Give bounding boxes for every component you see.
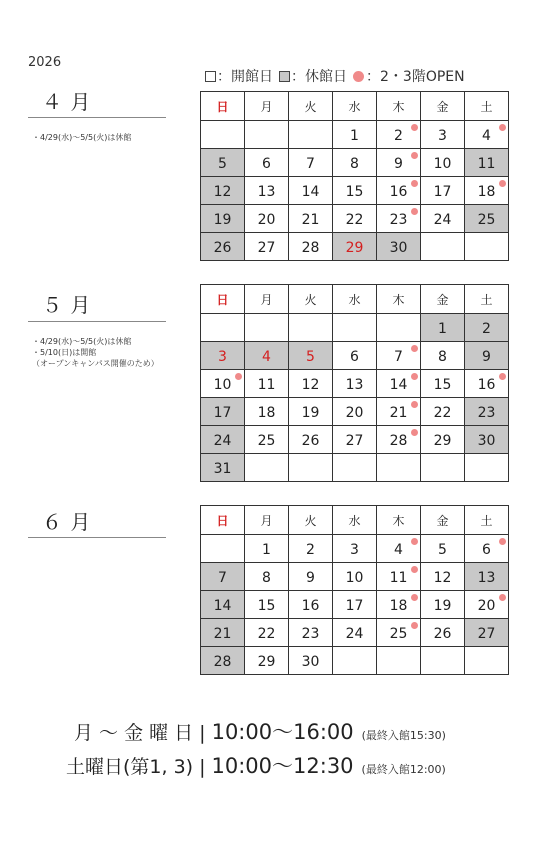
day-number: 9 (394, 155, 403, 172)
day-number: 10 (345, 569, 364, 586)
floor-open-dot-icon (411, 401, 418, 408)
week-row (201, 205, 509, 233)
weekday-header: 月 (245, 506, 289, 535)
day-cell (245, 647, 289, 675)
day-cell (201, 591, 245, 619)
day-number: 7 (306, 155, 315, 172)
day-number: 23 (477, 404, 496, 421)
week-row (201, 233, 509, 261)
day-cell (421, 591, 465, 619)
day-cell (421, 177, 465, 205)
day-cell (377, 205, 421, 233)
day-number: 25 (477, 211, 496, 228)
day-cell (421, 454, 465, 482)
day-cell (377, 233, 421, 261)
day-cell (333, 563, 377, 591)
weekday-header: 木 (377, 506, 421, 535)
day-cell (333, 619, 377, 647)
floor-open-dot-icon (353, 71, 364, 82)
day-number: 8 (262, 569, 271, 586)
legend-open-label: ：開館日 (217, 69, 273, 85)
day-cell (333, 149, 377, 177)
legend-closed-label: ：休館日 (291, 69, 347, 85)
weekday-header: 金 (421, 92, 465, 121)
day-number: 3 (438, 127, 447, 144)
day-number: 23 (301, 625, 320, 642)
hours-divider: | (199, 722, 206, 744)
day-cell (333, 591, 377, 619)
day-number: 27 (345, 432, 364, 449)
day-number: 11 (257, 376, 276, 393)
month-divider (28, 117, 166, 118)
week-row (201, 591, 509, 619)
week-row (201, 398, 509, 426)
hours-time: 10:00～12:30 (211, 754, 354, 778)
day-cell (465, 619, 509, 647)
week-row (201, 563, 509, 591)
day-cell (289, 205, 333, 233)
weekday-header: 水 (333, 285, 377, 314)
day-number: 14 (301, 183, 320, 200)
day-number: 5 (306, 348, 315, 365)
day-number: 18 (477, 183, 496, 200)
month-label-april: ４ 月 (42, 90, 92, 114)
day-number: 30 (301, 653, 320, 670)
day-cell (465, 121, 509, 149)
day-number: 22 (345, 211, 364, 228)
day-cell (245, 535, 289, 563)
week-row (201, 647, 509, 675)
day-number: 24 (345, 625, 364, 642)
note-line: ・5/10(日)は開館 (32, 348, 97, 357)
day-cell (377, 149, 421, 177)
day-cell (333, 370, 377, 398)
day-cell (333, 647, 377, 675)
day-cell (201, 149, 245, 177)
day-cell (421, 205, 465, 233)
day-cell (245, 398, 289, 426)
calendar-april (200, 91, 509, 261)
day-number: 3 (350, 541, 359, 558)
day-cell (289, 591, 333, 619)
week-row (201, 177, 509, 205)
day-number: 29 (433, 432, 452, 449)
day-number: 8 (438, 348, 447, 365)
day-number: 19 (301, 404, 320, 421)
hours-label: 土曜日(第1, 3) (66, 756, 194, 778)
hours-label: 月 ～ 金 曜 日 (74, 722, 194, 744)
month-label-may: ５ 月 (42, 293, 92, 317)
day-number: 16 (477, 376, 496, 393)
day-cell (333, 233, 377, 261)
day-number: 17 (433, 183, 452, 200)
day-cell (465, 454, 509, 482)
day-number: 21 (213, 625, 232, 642)
day-number: 29 (345, 239, 364, 256)
day-number: 19 (213, 211, 232, 228)
weekday-header-row (201, 92, 509, 121)
day-cell (333, 426, 377, 454)
day-cell (465, 591, 509, 619)
week-row (201, 619, 509, 647)
day-cell (465, 370, 509, 398)
week-row (201, 454, 509, 482)
weekday-header-row (201, 506, 509, 535)
day-cell (465, 563, 509, 591)
day-cell (201, 342, 245, 370)
day-number: 1 (438, 320, 447, 337)
day-cell (201, 121, 245, 149)
weekday-header: 水 (333, 506, 377, 535)
day-number: 13 (257, 183, 276, 200)
day-cell (333, 454, 377, 482)
day-number: 11 (389, 569, 408, 586)
day-number: 10 (433, 155, 452, 172)
day-number: 13 (477, 569, 496, 586)
day-number: 6 (350, 348, 359, 365)
day-cell (201, 314, 245, 342)
hours-row-weekday (74, 716, 446, 746)
legend-open23-label: ：2・3階OPEN (366, 69, 465, 85)
day-cell (201, 535, 245, 563)
day-cell (377, 619, 421, 647)
weekday-header: 土 (465, 506, 509, 535)
weekday-header: 金 (421, 285, 465, 314)
day-cell (377, 426, 421, 454)
weekday-header: 火 (289, 506, 333, 535)
notes-may (32, 336, 159, 369)
day-number: 15 (345, 183, 364, 200)
day-number: 23 (389, 211, 408, 228)
day-number: 18 (389, 597, 408, 614)
day-cell (465, 205, 509, 233)
weekday-header: 日 (201, 92, 245, 121)
day-number: 4 (262, 348, 271, 365)
day-cell (201, 177, 245, 205)
year-label: 2026 (28, 55, 62, 70)
day-cell (245, 233, 289, 261)
day-number: 30 (477, 432, 496, 449)
floor-open-dot-icon (411, 566, 418, 573)
floor-open-dot-icon (499, 373, 506, 380)
day-cell (289, 619, 333, 647)
weekday-header: 火 (289, 92, 333, 121)
day-number: 25 (257, 432, 276, 449)
day-cell (201, 454, 245, 482)
day-number: 18 (257, 404, 276, 421)
day-cell (465, 398, 509, 426)
day-number: 4 (394, 541, 403, 558)
day-cell (245, 342, 289, 370)
floor-open-dot-icon (411, 180, 418, 187)
floor-open-dot-icon (411, 429, 418, 436)
day-cell (289, 426, 333, 454)
day-cell (333, 205, 377, 233)
day-number: 6 (482, 541, 491, 558)
day-number: 31 (213, 460, 232, 477)
closed-day-swatch (279, 71, 290, 82)
weekday-header: 日 (201, 506, 245, 535)
day-cell (289, 454, 333, 482)
day-number: 28 (213, 653, 232, 670)
day-cell (333, 121, 377, 149)
day-cell (245, 591, 289, 619)
day-cell (201, 426, 245, 454)
day-number: 6 (262, 155, 271, 172)
day-number: 2 (306, 541, 315, 558)
day-number: 17 (345, 597, 364, 614)
day-number: 22 (433, 404, 452, 421)
day-cell (421, 314, 465, 342)
month-divider (28, 321, 166, 322)
day-cell (421, 121, 465, 149)
day-cell (333, 177, 377, 205)
hours-row-saturday (66, 750, 446, 780)
floor-open-dot-icon (411, 345, 418, 352)
day-number: 19 (433, 597, 452, 614)
day-number: 5 (438, 541, 447, 558)
weekday-header: 土 (465, 92, 509, 121)
day-cell (421, 370, 465, 398)
day-number: 27 (257, 239, 276, 256)
day-cell (377, 342, 421, 370)
day-number: 15 (257, 597, 276, 614)
day-cell (201, 563, 245, 591)
notes-april (32, 132, 131, 143)
day-cell (377, 454, 421, 482)
day-number: 2 (482, 320, 491, 337)
day-cell (377, 121, 421, 149)
weekday-header: 火 (289, 285, 333, 314)
day-cell (333, 398, 377, 426)
day-cell (245, 314, 289, 342)
hours-note: (最終入館12:00) (361, 763, 446, 776)
day-number: 12 (301, 376, 320, 393)
day-number: 28 (389, 432, 408, 449)
day-cell (421, 342, 465, 370)
week-row (201, 535, 509, 563)
day-cell (333, 535, 377, 563)
day-cell (421, 398, 465, 426)
day-cell (421, 233, 465, 261)
day-cell (289, 121, 333, 149)
day-cell (421, 535, 465, 563)
day-cell (333, 314, 377, 342)
month-divider (28, 537, 166, 538)
day-cell (377, 591, 421, 619)
day-number: 15 (433, 376, 452, 393)
weekday-header: 月 (245, 92, 289, 121)
day-cell (377, 314, 421, 342)
day-cell (289, 342, 333, 370)
floor-open-dot-icon (411, 124, 418, 131)
day-number: 17 (213, 404, 232, 421)
day-cell (201, 370, 245, 398)
day-cell (377, 398, 421, 426)
day-number: 20 (257, 211, 276, 228)
day-cell (289, 535, 333, 563)
weekday-header: 土 (465, 285, 509, 314)
day-cell (289, 233, 333, 261)
calendar-june (200, 505, 509, 675)
day-number: 8 (350, 155, 359, 172)
month-label-june: ６ 月 (42, 510, 92, 534)
day-number: 26 (213, 239, 232, 256)
day-number: 29 (257, 653, 276, 670)
day-cell (201, 233, 245, 261)
day-number: 1 (262, 541, 271, 558)
day-cell (289, 149, 333, 177)
day-cell (245, 149, 289, 177)
day-cell (377, 563, 421, 591)
day-cell (421, 619, 465, 647)
day-number: 9 (482, 348, 491, 365)
day-number: 24 (213, 432, 232, 449)
calendar-may (200, 284, 509, 482)
hours-divider: | (199, 756, 206, 778)
day-cell (421, 149, 465, 177)
day-number: 12 (213, 183, 232, 200)
day-cell (245, 121, 289, 149)
floor-open-dot-icon (411, 622, 418, 629)
floor-open-dot-icon (235, 373, 242, 380)
day-cell (465, 426, 509, 454)
day-number: 2 (394, 127, 403, 144)
day-cell (465, 535, 509, 563)
weekday-header: 月 (245, 285, 289, 314)
day-cell (245, 454, 289, 482)
floor-open-dot-icon (499, 594, 506, 601)
day-number: 22 (257, 625, 276, 642)
day-cell (245, 563, 289, 591)
floor-open-dot-icon (411, 152, 418, 159)
day-cell (289, 314, 333, 342)
floor-open-dot-icon (499, 538, 506, 545)
floor-open-dot-icon (411, 594, 418, 601)
legend (205, 66, 465, 86)
day-number: 28 (301, 239, 320, 256)
day-cell (465, 233, 509, 261)
day-number: 25 (389, 625, 408, 642)
floor-open-dot-icon (411, 538, 418, 545)
day-cell (201, 205, 245, 233)
weekday-header: 木 (377, 285, 421, 314)
floor-open-dot-icon (499, 124, 506, 131)
note-line: ・4/29(水)～5/5(火)は休館 (32, 337, 132, 346)
day-cell (465, 177, 509, 205)
week-row (201, 342, 509, 370)
day-cell (289, 398, 333, 426)
week-row (201, 426, 509, 454)
day-cell (465, 647, 509, 675)
day-cell (201, 619, 245, 647)
note-line: （オープンキャンパス開催のため） (32, 359, 159, 368)
day-number: 13 (345, 376, 364, 393)
day-cell (245, 426, 289, 454)
weekday-header: 木 (377, 92, 421, 121)
week-row (201, 121, 509, 149)
day-cell (377, 177, 421, 205)
day-cell (377, 535, 421, 563)
hours-time: 10:00～16:00 (211, 720, 354, 744)
day-number: 3 (218, 348, 227, 365)
day-cell (289, 370, 333, 398)
day-number: 26 (433, 625, 452, 642)
floor-open-dot-icon (411, 373, 418, 380)
weekday-header: 水 (333, 92, 377, 121)
day-number: 30 (389, 239, 408, 256)
day-cell (289, 563, 333, 591)
day-cell (245, 205, 289, 233)
weekday-header-row (201, 285, 509, 314)
day-number: 21 (301, 211, 320, 228)
day-number: 7 (394, 348, 403, 365)
day-number: 4 (482, 127, 491, 144)
floor-open-dot-icon (499, 180, 506, 187)
day-cell (201, 647, 245, 675)
week-row (201, 149, 509, 177)
day-number: 21 (389, 404, 408, 421)
weekday-header: 日 (201, 285, 245, 314)
open-day-swatch (205, 71, 216, 82)
day-cell (377, 647, 421, 675)
day-number: 24 (433, 211, 452, 228)
day-cell (333, 342, 377, 370)
day-number: 12 (433, 569, 452, 586)
day-number: 11 (477, 155, 496, 172)
day-cell (465, 149, 509, 177)
day-cell (377, 370, 421, 398)
day-cell (289, 647, 333, 675)
weekday-header: 金 (421, 506, 465, 535)
day-number: 20 (345, 404, 364, 421)
day-number: 16 (301, 597, 320, 614)
day-cell (421, 426, 465, 454)
day-number: 14 (213, 597, 232, 614)
floor-open-dot-icon (411, 208, 418, 215)
week-row (201, 314, 509, 342)
day-cell (245, 177, 289, 205)
day-number: 7 (218, 569, 227, 586)
day-cell (289, 177, 333, 205)
day-number: 10 (213, 376, 232, 393)
day-cell (245, 370, 289, 398)
day-cell (465, 314, 509, 342)
day-cell (245, 619, 289, 647)
day-number: 16 (389, 183, 408, 200)
day-number: 20 (477, 597, 496, 614)
day-number: 5 (218, 155, 227, 172)
day-number: 1 (350, 127, 359, 144)
day-cell (421, 647, 465, 675)
hours-note: (最終入館15:30) (361, 729, 446, 742)
day-cell (421, 563, 465, 591)
day-number: 27 (477, 625, 496, 642)
note-line: ・4/29(水)～5/5(火)は休館 (32, 133, 132, 142)
week-row (201, 370, 509, 398)
day-number: 14 (389, 376, 408, 393)
day-number: 26 (301, 432, 320, 449)
day-cell (465, 342, 509, 370)
day-number: 9 (306, 569, 315, 586)
day-cell (201, 398, 245, 426)
